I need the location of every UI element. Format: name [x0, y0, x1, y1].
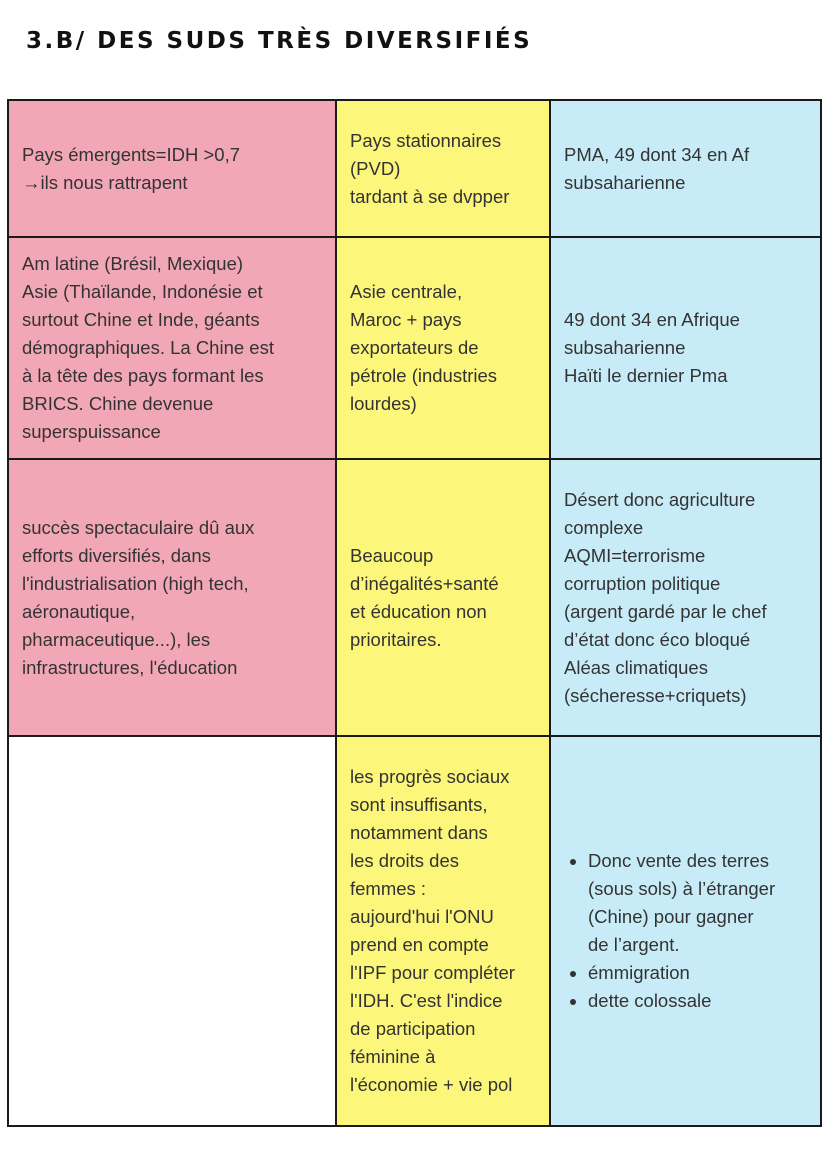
- cell-emerging-examples: [8, 237, 336, 459]
- cell-line: • dette colossale: [588, 990, 712, 1011]
- cell-emerging-countries: [8, 100, 336, 237]
- cell-line: exportateurs de: [350, 337, 479, 358]
- bullet-list: [564, 847, 808, 1015]
- table-row-4: [8, 736, 821, 1126]
- table-row-2: [8, 237, 821, 459]
- cell-line: l'IDH. C'est l'indice: [350, 990, 503, 1011]
- cell-line: • Donc vente des terres: [588, 850, 769, 871]
- cell-line: tardant à se dvpper: [350, 185, 510, 207]
- cell-line: et éducation non: [350, 600, 487, 622]
- cell-line: à la tête des pays formant les: [22, 365, 264, 386]
- cell-pma-examples: [550, 237, 821, 459]
- cell-emerging-success: [8, 459, 336, 736]
- cell-line: démographiques. La Chine est: [22, 337, 274, 358]
- cell-empty: [8, 736, 336, 1126]
- cell-line: notamment dans: [350, 822, 488, 843]
- cell-line: surtout Chine et Inde, géants: [22, 309, 260, 330]
- cell-line: l'IPF pour compléter: [350, 962, 515, 983]
- list-item: [588, 847, 808, 959]
- table-row-1: [8, 100, 821, 237]
- cell-line: pétrole (industries: [350, 365, 498, 386]
- cell-line: • émmigration: [588, 962, 690, 983]
- table-row-3: [8, 459, 821, 736]
- cell-pma-problems: [550, 459, 821, 736]
- cell-line: Aléas climatiques: [564, 656, 708, 678]
- cell-stationary-inequalities: [336, 459, 550, 736]
- cell-line: AQMI=terrorisme: [564, 544, 706, 566]
- cell-pma: [550, 100, 821, 237]
- cell-line: de l’argent.: [588, 934, 680, 955]
- cell-line: de participation: [350, 1018, 476, 1039]
- cell-line: subsaharienne: [564, 171, 686, 193]
- cell-line: Asie centrale,: [350, 281, 463, 302]
- cell-line: subsaharienne: [564, 337, 686, 358]
- cell-stationary-examples: [336, 237, 550, 459]
- cell-line: succès spectaculaire dû aux: [22, 516, 255, 538]
- list-item: [588, 987, 808, 1015]
- page-title: 3.B/ DES SUDS TRÈS DIVERSIFIÉS: [26, 28, 533, 54]
- cell-line: BRICS. Chine devenue: [22, 393, 214, 414]
- cell-line: femmes :: [350, 878, 427, 899]
- cell-line: →ils nous rattrapent: [22, 171, 188, 193]
- cell-line: Maroc + pays: [350, 309, 462, 330]
- cell-stationary-countries: [336, 100, 550, 237]
- cell-line: (argent gardé par le chef: [564, 600, 767, 622]
- cell-stationary-social-progress: [336, 736, 550, 1126]
- cell-line: Pays émergents=IDH >0,7: [22, 143, 240, 165]
- cell-line: d’état donc éco bloqué: [564, 628, 751, 650]
- cell-line: (sous sols) à l’étranger: [588, 878, 776, 899]
- cell-line: 49 dont 34 en Afrique: [564, 309, 740, 330]
- cell-line: prioritaires.: [350, 628, 442, 650]
- cell-line: Beaucoup: [350, 544, 434, 566]
- cell-line: aujourd'hui l'ONU: [350, 906, 494, 927]
- cell-line: efforts diversifiés, dans: [22, 544, 211, 566]
- cell-line: d’inégalités+santé: [350, 572, 499, 594]
- comparison-table: [7, 99, 822, 1127]
- cell-line: les progrès sociaux: [350, 766, 510, 787]
- cell-line: l'industrialisation (high tech,: [22, 572, 249, 594]
- cell-line: Pays stationnaires: [350, 129, 502, 151]
- cell-line: complexe: [564, 516, 644, 538]
- cell-line: les droits des: [350, 850, 459, 871]
- cell-line: infrastructures, l'éducation: [22, 656, 238, 678]
- cell-line: PMA, 49 dont 34 en Af: [564, 143, 750, 165]
- cell-line: superspuissance: [22, 421, 161, 442]
- cell-line: féminine à: [350, 1046, 436, 1067]
- cell-line: lourdes): [350, 393, 417, 414]
- cell-line: pharmaceutique...), les: [22, 628, 211, 650]
- cell-line: l'économie + vie pol: [350, 1074, 513, 1095]
- cell-line: Am latine (Brésil, Mexique): [22, 253, 244, 274]
- cell-line: (sécheresse+criquets): [564, 684, 747, 706]
- cell-line: aéronautique,: [22, 600, 136, 622]
- cell-pma-consequences: [550, 736, 821, 1126]
- cell-line: sont insuffisants,: [350, 794, 488, 815]
- cell-line: Haïti le dernier Pma: [564, 365, 728, 386]
- cell-line: prend en compte: [350, 934, 489, 955]
- cell-line: corruption politique: [564, 572, 721, 594]
- list-item: [588, 959, 808, 987]
- cell-line: (Chine) pour gagner: [588, 906, 754, 927]
- cell-line: Asie (Thaïlande, Indonésie et: [22, 281, 263, 302]
- cell-line: Désert donc agriculture: [564, 488, 756, 510]
- cell-line: (PVD): [350, 157, 401, 179]
